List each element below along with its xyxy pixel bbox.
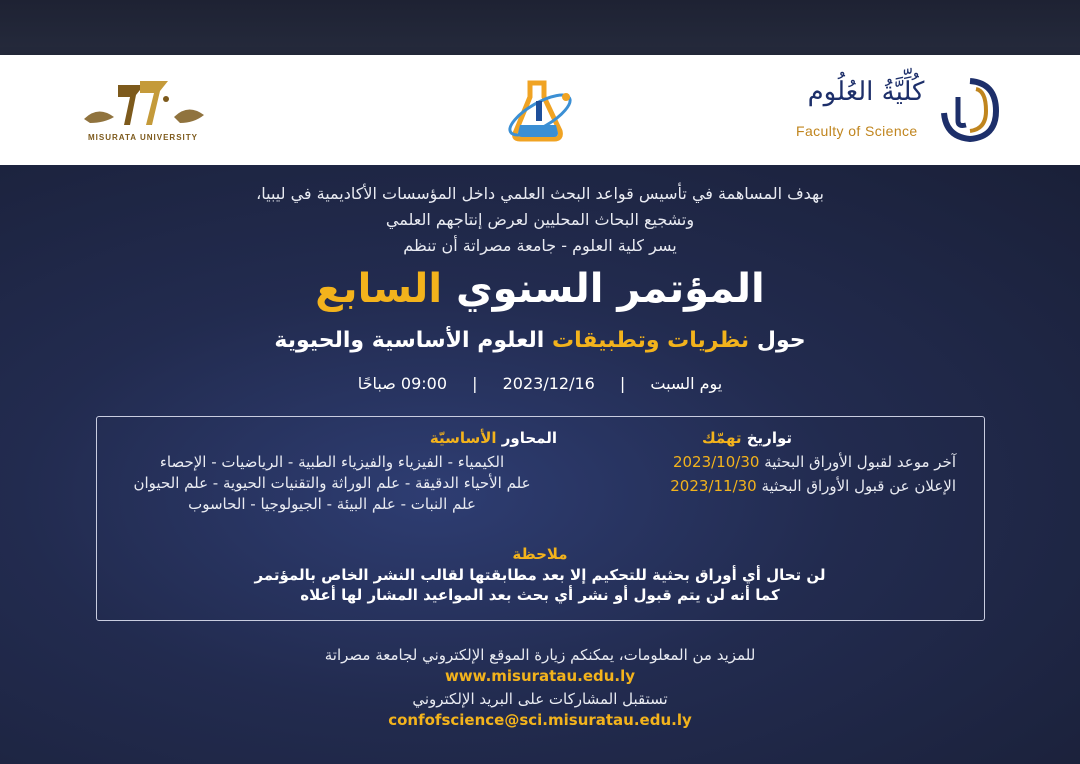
subtitle-part-3: العلوم الأساسية والحيوية	[274, 328, 545, 353]
subtitle-part-2: نظريات وتطبيقات	[551, 328, 750, 353]
footer-email-text: تستقبل المشاركات على البريد الإلكتروني	[412, 690, 668, 708]
top-dark-bar	[0, 0, 1080, 55]
topics-line-2: علم الأحياء الدقيقة - علم الوراثة والتقنيات الحيوية - علم الحيوان	[133, 474, 531, 492]
important-dates-heading-part-1: تواريخ	[746, 429, 792, 447]
conference-title	[0, 266, 1080, 312]
note-line-1: لن تحال أي أوراق بحثية للتحكيم إلا بعد مطابقتها لقالب النشر الخاص بالمؤتمر	[254, 566, 826, 584]
faculty-logo-text: Faculty of Science	[796, 123, 918, 139]
university-emblem-icon	[78, 77, 208, 133]
footer-info-text: للمزيد من المعلومات، يمكنكم زيارة الموقع الإلكتروني لجامعة مصراتة	[324, 646, 756, 664]
important-dates-heading-part-2: تهمّك	[701, 429, 742, 447]
topics-heading	[117, 429, 557, 447]
topics-heading-part-1: المحاور	[501, 429, 557, 447]
note-section	[97, 545, 983, 604]
important-date-label: الإعلان عن قبول الأوراق البحثية	[761, 477, 956, 495]
important-date-item	[626, 477, 956, 495]
intro-line-1: بهدف المساهمة في تأسيس قواعد البحث العلمي داخل المؤسسات الأكاديمية في ليبيا،	[256, 184, 824, 203]
topics-line-1: الكيمياء - الفيزياء والفيزياء الطبية - الرياضيات - الإحصاء	[159, 453, 505, 471]
important-dates-section	[626, 429, 956, 495]
note-line-2: كما أنه لن يتم قبول أو نشر أي بحث بعد المواعيد المشار لها أعلاه	[300, 586, 780, 604]
important-date-value: 2023/11/30	[670, 477, 757, 495]
logo-band	[0, 55, 1080, 165]
email-link[interactable]: confofscience@sci.misuratau.edu.ly	[388, 711, 692, 729]
intro-line-2: وتشجيع البحاث المحليين لعرض إنتاجهم العلمي	[385, 210, 695, 229]
faculty-emblem-icon	[940, 77, 1000, 143]
website-link[interactable]: www.misuratau.edu.ly	[444, 667, 636, 685]
faculty-logo-arabic: كُلِّيَّةُ العُلُوم	[807, 77, 925, 107]
note-heading: ملاحظة	[512, 545, 568, 563]
important-date-label: آخر موعد لقبول الأوراق البحثية	[764, 453, 956, 471]
important-date-item	[626, 453, 956, 471]
title-part-2: السابع	[315, 266, 443, 312]
schedule-separator-2: |	[472, 374, 478, 393]
intro-line-3: يسر كلية العلوم - جامعة مصراتة أن تنظم	[403, 236, 677, 255]
schedule-separator-1: |	[619, 374, 626, 393]
schedule-line	[0, 374, 1080, 393]
subtitle-part-1: حول	[756, 328, 806, 353]
schedule-date: 2023/12/16	[502, 374, 595, 393]
university-logo-text: MISURATA UNIVERSITY	[88, 133, 198, 142]
title-part-1: المؤتمر السنوي	[455, 266, 765, 312]
topics-section	[117, 429, 557, 513]
topics-line-3: علم النبات - علم البيئة - الجيولوجيا - الحاسوب	[188, 495, 476, 513]
topics-heading-part-2: الأساسيّة	[429, 429, 497, 447]
info-box	[96, 416, 985, 621]
important-dates-heading	[626, 429, 792, 447]
misurata-university-logo	[78, 77, 208, 143]
important-date-value: 2023/10/30	[672, 453, 760, 471]
conference-subtitle	[0, 328, 1080, 353]
schedule-day: يوم السبت	[650, 374, 723, 393]
faculty-of-science-logo	[790, 75, 1002, 145]
schedule-time: 09:00 صباحًا	[357, 374, 448, 393]
science-flask-icon	[500, 75, 580, 147]
conference-logo	[500, 75, 580, 147]
